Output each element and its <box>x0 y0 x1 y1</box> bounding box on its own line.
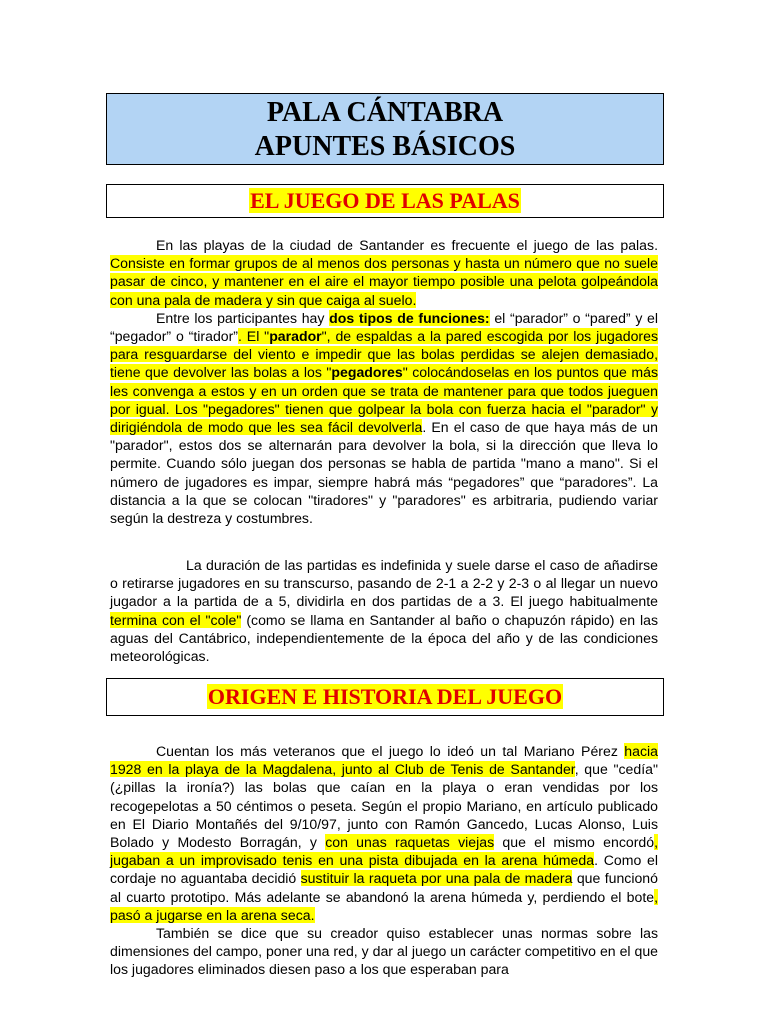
paragraph-2 <box>110 309 658 527</box>
p5-text: También se dice que su creador quiso establecer unas normas sobre las dimensiones del campo, poner una red, y dar al juego un carácter competitivo en el que los jugadores eliminados diesen paso a los que esperaban para <box>110 925 658 978</box>
section-heading-origen-text: ORIGEN E HISTORIA DEL JUEGO <box>207 684 563 709</box>
p4-highlight-1: hacia 1928 en la playa de la Magdalena, junto al Club de Tenis de Santander <box>110 743 658 778</box>
paragraph-1 <box>110 236 658 309</box>
p3-text-1: La duración de las partidas es indefinida y suele darse el caso de añadirse o retirarse jugadores en su transcurso, pasando de 2-1 a 2-2 y 2-3 o al llegar un nuevo jugador a la partida de a 5, dividirla en dos partidas de a 3. El juego habitualmente <box>110 557 658 610</box>
p2-text-1: Entre los participantes hay <box>156 309 330 326</box>
p2-highlight-a: . El " <box>238 328 270 345</box>
p4-text-4: . Como el cordaje no aguantaba decidió <box>110 852 659 887</box>
section-heading-juego-text: EL JUEGO DE LAS PALAS <box>250 188 520 213</box>
p4-highlight-5: , pasó a jugarse en la arena seca. <box>110 888 658 923</box>
p4-text-5: que funcionó al cuarto prototipo. Más adelante se abandonó la arena húmeda y, perdiendo el bote <box>110 870 658 905</box>
p4-text-1: Cuentan los más veteranos que el juego lo ideó un tal Mariano Pérez <box>156 743 625 759</box>
paragraph-5 <box>110 924 658 979</box>
p1-highlight: Consiste en formar grupos de al menos dos personas y hasta un número que no suele pasar de cinco, y mantener en el aire el mayor tiempo posible una pelota golpeándola con una pala de madera y sin que caiga al suelo. <box>110 255 658 308</box>
p4-highlight-4: sustituir la raqueta por una pala de madera <box>300 870 573 887</box>
p1-text: En las playas de la ciudad de Santander es frecuente el juego de las palas. <box>156 237 658 253</box>
p4-highlight-3: , jugaban a un improvisado tenis en una pista dibujada en la arena húmeda <box>110 834 658 869</box>
p4-text-3: que el mismo encordó <box>494 834 655 851</box>
p2-highlight-pegadores: pegadores <box>331 364 403 381</box>
section-heading-origen <box>106 678 664 716</box>
p4-highlight-2: con unas raquetas viejas <box>325 834 495 851</box>
p3-highlight: termina con el "cole" <box>110 611 242 628</box>
p2-highlight-e: " colocándoselas en los puntos que más les convenga a estos y en un orden que se trata de mantener para que todos jueguen por igual. Los "pegadores" tienen que golpear la bola con fuerza hacia el "parador" y dirigiéndola de modo que les sea fácil devolverla <box>110 364 658 436</box>
section-heading-juego <box>106 184 664 218</box>
p3-text-2: (como se llama en Santander al baño o chapuzón rápido) en las aguas del Cantábrico, independientemente de la época del año y de las condiciones meteorológicas. <box>110 611 659 665</box>
title-line-2: APUNTES BÁSICOS <box>254 131 516 162</box>
section-juego-body-2 <box>110 556 658 665</box>
p2-text-2: el “parador” o “pared” y el “pegador” o “tirador” <box>110 309 659 345</box>
p2-text-3: . En el caso de que haya más de un "parador", estos dos se alternarán para devolver la bola, si la dirección que lleva lo permite. Cuando sólo juegan dos personas se habla de partida "mano a mano". Si el número de jugadores es impar, siempre habrá más “pegadores” que “paradores”. La distancia a la que se colocan "tiradores" y "paradores" es arbitraria, pudiendo variar según la destreza y costumbres. <box>110 419 658 527</box>
paragraph-3 <box>110 556 658 665</box>
title-line-1: PALA CÁNTABRA <box>266 97 504 128</box>
document-title-box <box>106 93 664 165</box>
p2-bold: dos tipos de funciones: <box>329 309 490 326</box>
paragraph-4 <box>110 742 658 924</box>
section-origen-body <box>110 742 658 979</box>
p4-text-2: , que "cedía" (¿pillas la ironía?) las bolas que caían en la playa o eran vendidas por los recogepelotas a 50 céntimos o peseta. Según el propio Mariano, en artículo publicado en El Diario Montañés del 9/10/97, junto con Ramón Gancedo, Lucas Alonso, Luis Bolado y Modesto Borragán, y <box>110 761 658 851</box>
section-juego-body <box>110 236 658 527</box>
p2-highlight-parador: parador <box>269 328 322 345</box>
p2-highlight-c: ", de espaldas a la pared escogida por los jugadores para resguardarse del viento e impedir que las bolas perdidas se alejen demasiado, tiene que devolver las bolas a los " <box>110 328 658 381</box>
